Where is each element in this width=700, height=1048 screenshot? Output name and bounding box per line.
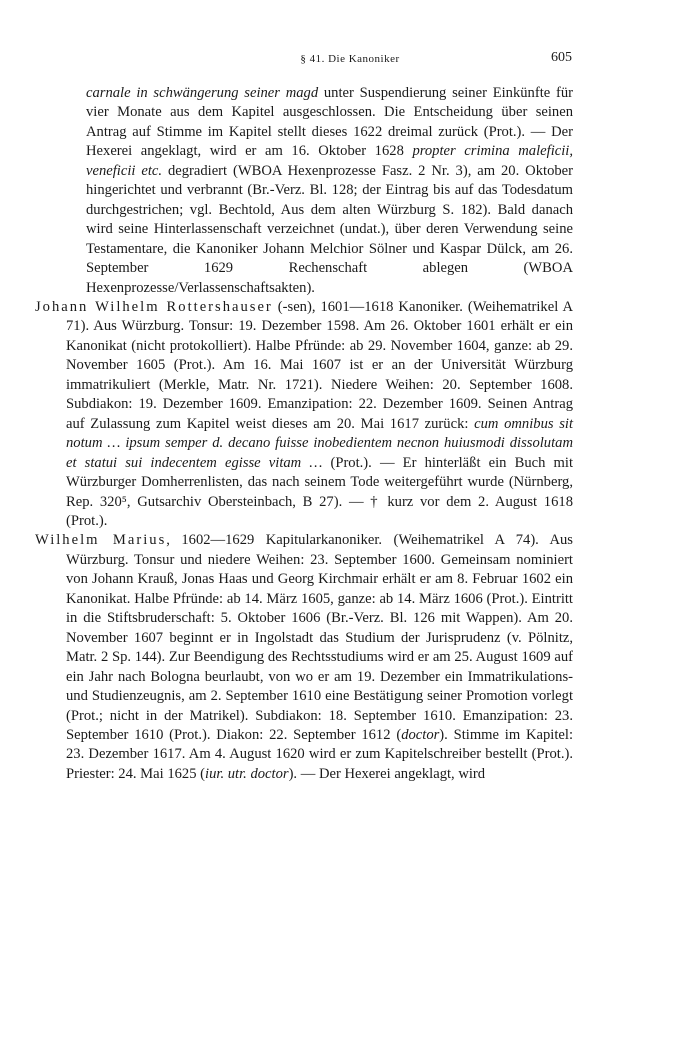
paragraph-text: (Prot.). — Er hinterläßt ein Buch mit Würzburger Domherrenlisten, das nach seinem Tode weitergeführt wurde (Nürnberg, Rep. 320⁵, Gutsarchiv Obersteinbach, B 27). — † kurz vor dem 2. August 1618 (Prot.). (66, 454, 573, 529)
latin-quote: cum omnibus sit notum … ipsum semper d. decano fuisse inobedientem necnon huiusmodi dissolutam et statui sui indecentem egisse vitam … (66, 415, 573, 471)
latin-quote: propter crimina maleficii, veneficii etc. (86, 143, 573, 179)
paragraph-text: unter Suspendierung seiner Einkünfte für vier Monate aus dem Kapitel ausgeschlossen. Die Entscheidung über seinen Antrag auf Stimme im Kapitel stellt dieses 1622 dreimal zurück (Prot.). — Der Hexerei angeklagt, wird er am 16. Oktober 1628 (86, 85, 573, 160)
paragraph-text: degradiert (WBOA Hexenprozesse Fasz. 2 Nr. 3), am 20. Oktober hingerichtet und verbrannt (Br.-Verz. Bl. 128; der Eintrag bis auf das Todesdatum durchgestrichen; vgl. Bechtold, Aus dem alten Würzburg S. 182). Bald danach wird seine Hinterlassenschaft verzeichnet (undat.), über deren Verwendung seine Testamentare, die Kanoniker Johann Melchior Sölner und Kaspar Dülck, am 26. September 1629 Rechenschaft ablegen (WBOA Hexenprozesse/Verlassenschaftsakten). (86, 162, 574, 296)
paragraph-text: ). Stimme im Kapitel: 23. Dezember 1617. Am 4. August 1620 wird er zum Kapitelschreiber bestellt (Prot.). Priester: 24. Mai 1625 ( (66, 726, 573, 782)
body-text (35, 84, 573, 784)
paragraph-text: , 1602—1629 Kapitularkanoniker. (Weihematrikel A 74). Aus Würzburg. Tonsur und niedere Weihen: 23. September 1600. Gemeinsam nominiert von Johann Krauß, Jonas Haas und Georg Kirchmair erhält er am 8. Februar 1602 ein Kanonikat. Halbe Pfründe: ab 14. März 1605, ganze: ab 14. März 1606 (Prot.). Eintritt in die Stiftsbruderschaft: 5. Oktober 1606 (Br.-Verz. Bl. 126 mit Wappen). Am 20. November 1607 beginnt er in Ingolstadt das Studium der Jurisprudenz (v. Pölnitz, Matr. 2 Sp. 144). Zur Beendigung des Rechtsstudiums wird er am 25. August 1609 auf ein Jahr nach Bologna beurlaubt, von wo er am 19. Dezember ein Immatrikulations- und Studienzeugnis, am 2. September 1610 eine Bestätigung seiner Promotion vorlegt (Prot.; nicht in der Matrikel). Subdiakon: 18. September 1610. Emanzipation: 23. September 1610 (Prot.). Diakon: 22. September 1612 ( (66, 532, 573, 743)
running-title: § 41. Die Kanoniker (300, 53, 400, 65)
paragraph-continuation (35, 84, 573, 298)
entry-rottershauser (35, 298, 573, 531)
running-head (0, 50, 700, 70)
latin-term: iur. utr. doctor (205, 765, 289, 782)
latin-term: doctor (401, 726, 440, 743)
paragraph-text: (-sen), 1601—1618 Kanoniker. (Weihematrikel A 71). Aus Würzburg. Tonsur: 19. Dezember 1598. Am 26. Oktober 1601 erhält er ein Kanonikat (nicht protokolliert). Halbe Pfründe: ab 29. November 1604, ganze: ab 29. November 1605 (Prot.). Am 16. Mai 1607 ist er an der Universität Würzburg immatrikuliert (Merkle, Matr. Nr. 1721). Niedere Weihen: 20. September 1608. Subdiakon: 19. Dezember 1609. Emanzipation: 22. Dezember 1609. Seinen Antrag auf Zulassung zum Kapitel weist dieses am 20. Mai 1617 zurück: (66, 298, 573, 432)
entry-name: Johann Wilhelm Rottershauser (35, 298, 273, 315)
entry-marius (35, 531, 573, 784)
latin-quote: carnale in schwängerung seiner magd (86, 85, 319, 101)
entry-name: Wilhelm Marius (35, 532, 167, 549)
paragraph-text: ). — Der Hexerei angeklagt, wird (288, 765, 486, 782)
page-number: 605 (551, 50, 572, 65)
